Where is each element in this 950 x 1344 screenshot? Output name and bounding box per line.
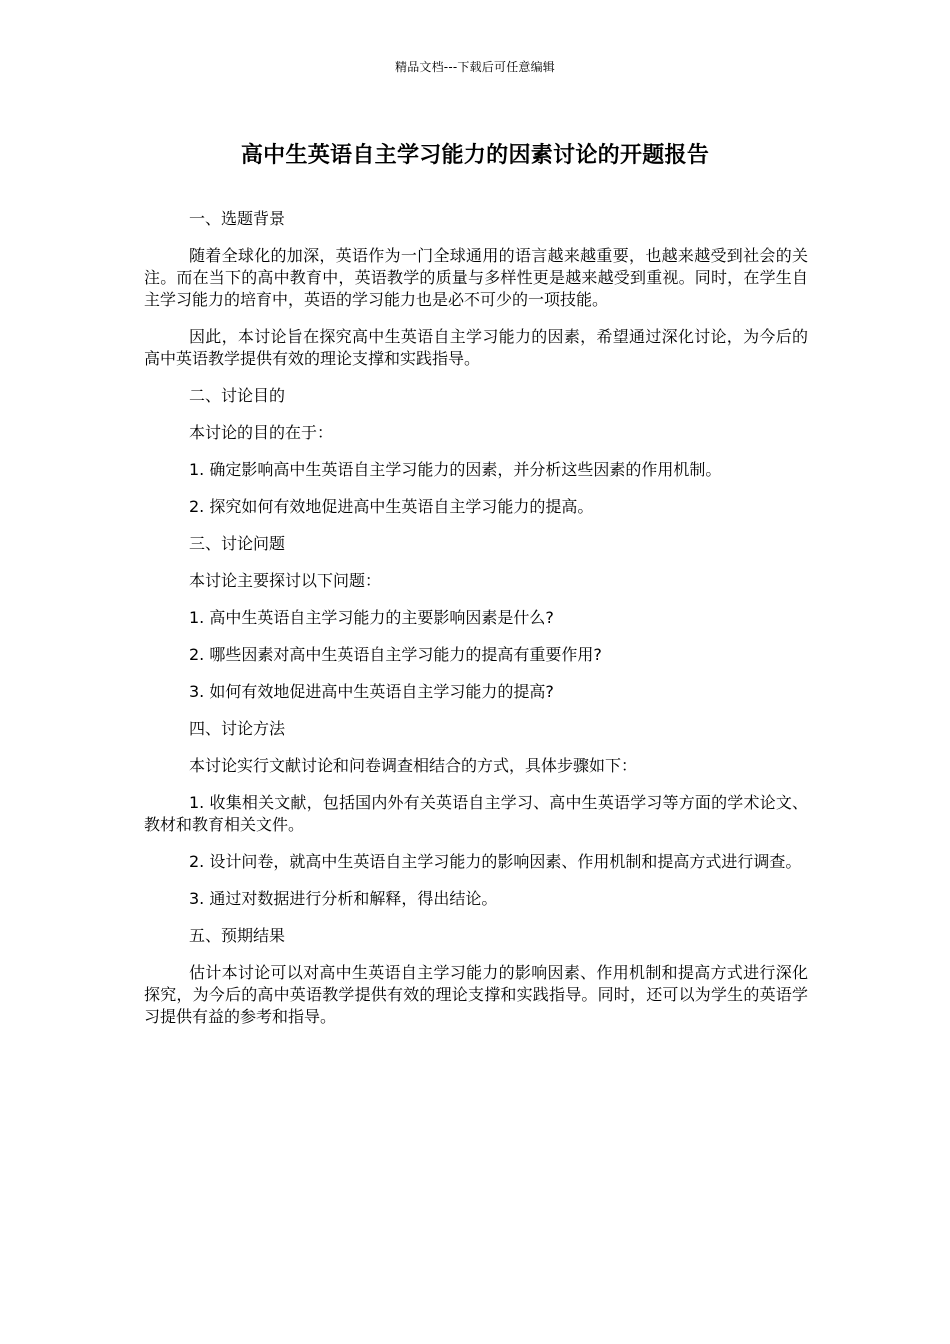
list-item-question-2: 2. 哪些因素对高中生英语自主学习能力的提高有重要作用?: [189, 645, 602, 664]
section-heading-methods: 四、讨论方法: [189, 719, 286, 738]
list-item-method-1: 1. 收集相关文献，包括国内外有关英语自主学习、高中生英语学习等方面的学术论文、教材和教育相关文件。: [144, 793, 808, 834]
section-heading-questions: 三、讨论问题: [189, 534, 286, 553]
document-body: [144, 208, 808, 1043]
list-item-question-1: 1. 高中生英语自主学习能力的主要影响因素是什么?: [189, 608, 554, 627]
paragraph-purpose-intro: 因此，本讨论旨在探究高中生英语自主学习能力的因素，希望通过深化讨论，为今后的高中英语教学提供有效的理论支撑和实践指导。: [144, 327, 808, 368]
list-item-method-2: 2. 设计问卷，就高中生英语自主学习能力的影响因素、作用机制和提高方式进行调查。: [189, 852, 802, 871]
list-item-question-3: 3. 如何有效地促进高中生英语自主学习能力的提高?: [189, 682, 554, 701]
list-item-method-3: 3. 通过对数据进行分析和解释，得出结论。: [189, 889, 498, 908]
document-title: 高中生英语自主学习能力的因素讨论的开题报告: [240, 143, 710, 168]
list-item-objective-1: 1. 确定影响高中生英语自主学习能力的因素，并分析这些因素的作用机制。: [189, 460, 722, 479]
paragraph-background: 随着全球化的加深，英语作为一门全球通用的语言越来越重要，也越来越受到社会的关注。而在当下的高中教育中，英语教学的质量与多样性更是越来越受到重视。同时，在学生自主学习能力的培育中，英语的学习能力也是必不可少的一项技能。: [144, 246, 808, 309]
list-item-objective-2: 2. 探究如何有效地促进高中生英语自主学习能力的提高。: [189, 497, 594, 516]
paragraph-methods-lead: 本讨论实行文献讨论和问卷调查相结合的方式，具体步骤如下：: [189, 756, 638, 775]
paragraph-objectives-lead: 本讨论的目的在于：: [189, 423, 334, 442]
section-heading-expected-results: 五、预期结果: [189, 926, 286, 945]
paragraph-questions-lead: 本讨论主要探讨以下问题：: [189, 571, 382, 590]
header-note: 精品文档---下载后可任意编辑: [395, 60, 555, 74]
paragraph-expected-results: 估计本讨论可以对高中生英语自主学习能力的影响因素、作用机制和提高方式进行深化探究，为今后的高中英语教学提供有效的理论支撑和实践指导。同时，还可以为学生的英语学习提供有益的参考和指导。: [144, 963, 808, 1026]
section-heading-background: 一、选题背景: [189, 209, 286, 228]
section-heading-objectives: 二、讨论目的: [189, 386, 286, 405]
